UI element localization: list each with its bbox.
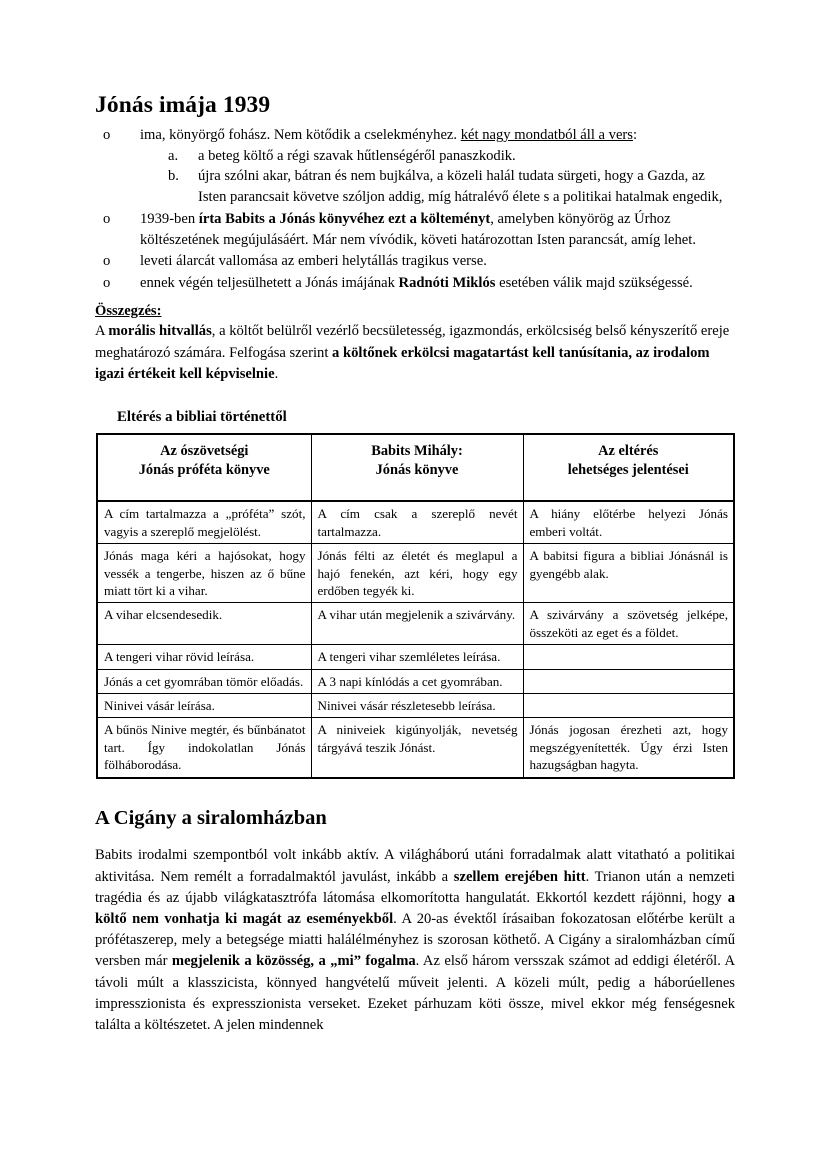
table-row bbox=[97, 694, 734, 718]
para-text-4: . Az első három versszak számot ad eddigi életéről. A távoli múlt a klasszicista, könnyed hangvételű műveit jelenti. A közeli múlt, pedig a háborúellenes impresszionista és expresszionista verseket. Ezeket párhuzam köti össze, mivel ekkor még fenségesnek találta a költészetet. A jelen mindennek bbox=[95, 953, 735, 1034]
outline-item-text bbox=[140, 127, 637, 143]
table-cell-col2: A vihar után megjelenik a szivárvány. bbox=[311, 603, 523, 645]
section-spacer bbox=[95, 779, 735, 806]
summary-text-3: . bbox=[274, 366, 279, 383]
para-text-2: . Trianon után a nemzeti tragédia és az újabb világkatasztrófa látomása elkomorította hangulatát. Ekkortól kezdett rájönni, hogy bbox=[95, 868, 735, 906]
outline-item-3 bbox=[95, 251, 735, 272]
table-cell-col3: Jónás jogosan érezheti azt, hogy megszégyenítették. Úgy érzi Isten hazugságban hagyta. bbox=[523, 718, 734, 778]
table-cell-col1: A vihar elcsendesedik. bbox=[97, 603, 311, 645]
summary-text-1: A bbox=[95, 323, 109, 340]
outline-text-bold: írta Babits a Jónás könyvéhez ezt a költeményt bbox=[198, 210, 491, 227]
comparison-table bbox=[96, 433, 735, 778]
table-cell-col1: Jónás a cet gyomrában tömör előadás. bbox=[97, 669, 311, 693]
header-line-2: Jónás próféta könyve bbox=[138, 462, 270, 479]
table-cell-col1: A bűnös Ninive megtér, és bűnbánatot tart. Így indokolatlan Jónás fölháborodása. bbox=[97, 718, 311, 778]
table-cell-col3 bbox=[523, 694, 734, 718]
table-cell-col1: Ninivei vásár leírása. bbox=[97, 694, 311, 718]
outline-list bbox=[95, 125, 735, 294]
sublist-item-b bbox=[140, 166, 735, 207]
table-cell-col2: Jónás félti az életét és meglapul a hajó fenekén, azt kéri, hogy egy erdőben tegyék ki. bbox=[311, 544, 523, 603]
outline-text-plain: ennek végén teljesülhetett a Jónás imájának bbox=[140, 275, 399, 292]
bullet-marker: o bbox=[103, 210, 111, 227]
para-text-3: . A 20-as évektől írásaiban fokozatosan előtérbe került a prófétaszerep, mely a betegsége miatti halálélményhez is szorosan köthető. A Cigány a siralomházban című versben már bbox=[95, 910, 735, 970]
outline-item-text: leveti álarcát vallomása az emberi helytállás tragikus verse. bbox=[140, 253, 487, 270]
sublist-marker: b. bbox=[168, 168, 179, 185]
header-line-2: lehetséges jelentései bbox=[567, 462, 689, 479]
sublist-item-text: újra szólni akar, bátran és nem bujkálva, a közeli halál tudata sürgeti, hogy a Gazda, az Isten parancsait követve szóljon addig, míg hátralévő élete s a politikai hatalmak engedik, bbox=[198, 168, 723, 206]
header-line-2: Jónás könyve bbox=[375, 462, 459, 479]
sublist-item-a bbox=[140, 146, 735, 167]
header-line-1: Az eltérés bbox=[598, 443, 659, 460]
table-row bbox=[97, 501, 734, 543]
sublist-item-text: a beteg költő a régi szavak hűtlenségéről panaszkodik. bbox=[198, 147, 516, 164]
table-cell-col3 bbox=[523, 645, 734, 669]
outline-item-2 bbox=[95, 209, 735, 250]
para-bold-1: szellem erejében hitt bbox=[453, 868, 586, 885]
para-bold-3: megjelenik a közösség, a „mi” fogalma bbox=[171, 953, 416, 970]
table-row bbox=[97, 645, 734, 669]
section-heading: A Cigány a siralomházban bbox=[95, 806, 327, 829]
table-cell-col2: A niniveiek kigúnyolják, nevetség tárgyává teszik Jónást. bbox=[311, 718, 523, 778]
table-cell-col2: Ninivei vásár részletesebb leírása. bbox=[311, 694, 523, 718]
outline-text-underlined: két nagy mondatból áll a vers bbox=[460, 127, 633, 144]
page-title: Jónás imája 1939 bbox=[95, 92, 271, 118]
outline-item-1 bbox=[95, 125, 735, 208]
table-header-cell-3 bbox=[523, 434, 734, 501]
table-row bbox=[97, 669, 734, 693]
table-header-cell-2 bbox=[311, 434, 523, 501]
table-cell-col1: A cím tartalmazza a „próféta” szót, vagyis a szereplő megjelölést. bbox=[97, 501, 311, 543]
outline-text-plain: 1939-ben bbox=[140, 210, 199, 227]
outline-item-text bbox=[140, 211, 696, 248]
summary-paragraph bbox=[95, 321, 735, 385]
table-caption: Eltérés a bibliai történettől bbox=[117, 409, 287, 426]
para-text-1: Babits irodalmi szempontból volt inkább aktív. A világháború utáni forradalmak alatt vitatható a politikai aktivitása. Nem remélt a forradalmaktól javulást, inkább a bbox=[95, 847, 735, 885]
bullet-marker: o bbox=[103, 127, 111, 144]
table-row bbox=[97, 544, 734, 603]
summary-label: Összegzés: bbox=[95, 302, 162, 319]
page-content bbox=[95, 92, 735, 1036]
table-cell-col3: A babitsi figura a bibliai Jónásnál is gyengébb alak. bbox=[523, 544, 734, 603]
sublist-marker: a. bbox=[168, 147, 179, 164]
table-cell-col1: Jónás maga kéri a hajósokat, hogy vessék a tengerbe, hiszen az ő bűne miatt tört ki a vihar. bbox=[97, 544, 311, 603]
table-row bbox=[97, 718, 734, 778]
summary-bold-1: morális hitvallás bbox=[108, 323, 212, 340]
bullet-marker: o bbox=[103, 275, 111, 292]
table-header-cell-1 bbox=[97, 434, 311, 501]
table-cell-col3: A szivárvány a szövetség jelképe, összeköti az eget és a földet. bbox=[523, 603, 734, 645]
table-header-row bbox=[97, 434, 734, 501]
para-bold-2: a költő nem vonhatja ki magát az eseményekből bbox=[95, 889, 735, 927]
outline-text-plain: ima, könyörgő fohász. Nem kötődik a cselekményhez. bbox=[140, 127, 461, 144]
outline-item-text bbox=[140, 275, 693, 291]
table-cell-col3: A hiány előtérbe helyezi Jónás emberi voltát. bbox=[523, 501, 734, 543]
outline-text-bold: Radnóti Miklós bbox=[398, 275, 496, 292]
outline-sublist bbox=[140, 146, 735, 208]
outline-item-4 bbox=[95, 273, 735, 294]
table-cell-col2: A cím csak a szereplő nevét tartalmazza. bbox=[311, 501, 523, 543]
bullet-marker: o bbox=[103, 253, 111, 270]
header-line-1: Babits Mihály: bbox=[371, 443, 463, 460]
table-cell-col2: A tengeri vihar szemléletes leírása. bbox=[311, 645, 523, 669]
outline-text-tail: , amelyben könyörög az Úrhoz költészetének megújulásáért. Már nem vívódik, követi határozottan Isten parancsát, amíg lehet. bbox=[140, 210, 696, 248]
summary-text-2: , a költőt belülről vezérlő becsületesség, igazmondás, erkölcsiség belső kényszerítő ereje meghatározó számára. Felfogása szerint bbox=[95, 323, 730, 361]
table-cell-col3 bbox=[523, 669, 734, 693]
summary-bold-2: a költőnek erkölcsi magatartást kell tanúsítania, az irodalom igazi értékeit kell képviselnie bbox=[95, 344, 710, 383]
header-line-1: Az ószövetségi bbox=[160, 443, 249, 460]
table-row bbox=[97, 603, 734, 645]
table-cell-col1: A tengeri vihar rövid leírása. bbox=[97, 645, 311, 669]
section-paragraph bbox=[95, 845, 735, 1036]
table-cell-col2: A 3 napi kínlódás a cet gyomrában. bbox=[311, 669, 523, 693]
outline-text-tail: esetében válik majd szükségessé. bbox=[495, 275, 693, 292]
outline-text-tail: : bbox=[632, 127, 638, 144]
